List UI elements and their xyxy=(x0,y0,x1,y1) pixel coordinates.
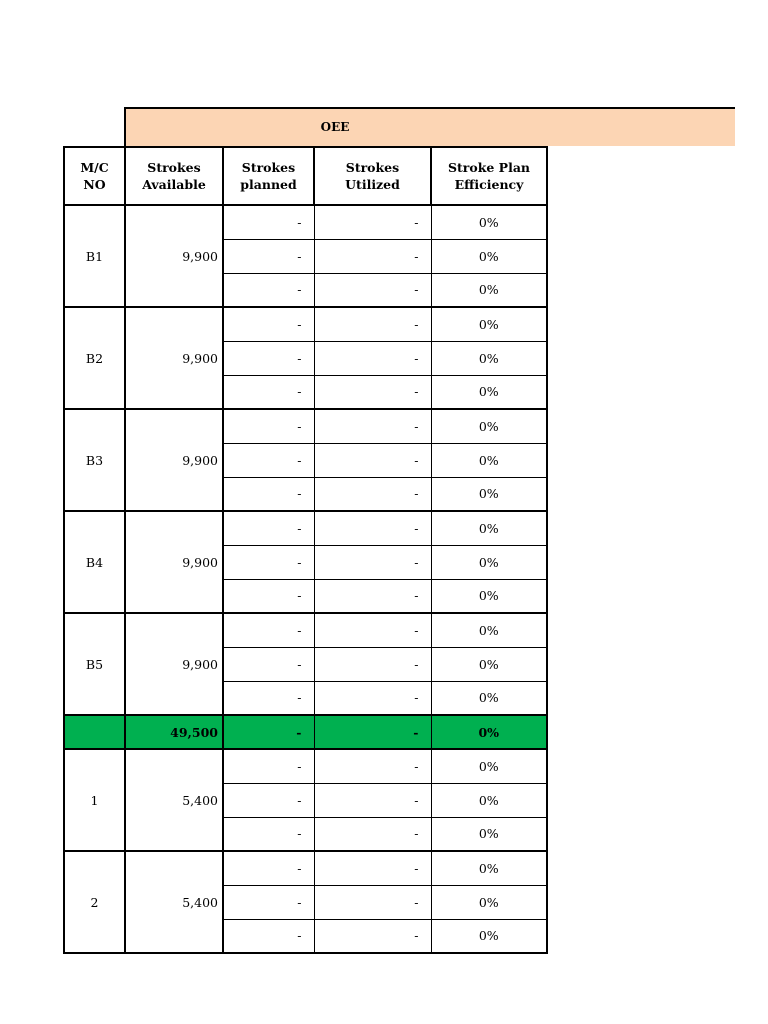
total-strokes-available: 49,500 xyxy=(125,715,223,749)
strokes-available-cell: 9,900 xyxy=(125,613,223,715)
strokes-planned-cell: - xyxy=(223,647,314,681)
strokes-utilized-cell: - xyxy=(314,885,431,919)
col-header-strokes-utilized: Strokes Utilized xyxy=(314,147,431,205)
strokes-utilized-cell: - xyxy=(314,239,431,273)
oee-table xyxy=(63,146,548,954)
machine-number-cell: B3 xyxy=(64,409,125,511)
stroke-plan-efficiency-cell: 0% xyxy=(431,409,547,443)
strokes-utilized-cell: - xyxy=(314,477,431,511)
stroke-plan-efficiency-cell: 0% xyxy=(431,511,547,545)
strokes-available-cell: 9,900 xyxy=(125,205,223,307)
col-header-strokes-available: Strokes Available xyxy=(125,147,223,205)
stroke-plan-efficiency-cell: 0% xyxy=(431,885,547,919)
table-row xyxy=(64,511,547,545)
strokes-planned-cell: - xyxy=(223,783,314,817)
strokes-utilized-cell: - xyxy=(314,783,431,817)
total-strokes-utilized: - xyxy=(314,715,431,749)
header-row xyxy=(64,147,547,205)
stroke-plan-efficiency-cell: 0% xyxy=(431,341,547,375)
strokes-planned-cell: - xyxy=(223,307,314,341)
strokes-utilized-cell: - xyxy=(314,341,431,375)
stroke-plan-efficiency-cell: 0% xyxy=(431,205,547,239)
machine-number-cell: 2 xyxy=(64,851,125,953)
strokes-utilized-cell: - xyxy=(314,647,431,681)
strokes-available-cell: 5,400 xyxy=(125,851,223,953)
stroke-plan-efficiency-cell: 0% xyxy=(431,647,547,681)
machine-number-cell: 1 xyxy=(64,749,125,851)
strokes-planned-cell: - xyxy=(223,341,314,375)
strokes-planned-cell: - xyxy=(223,681,314,715)
stroke-plan-efficiency-cell: 0% xyxy=(431,375,547,409)
strokes-available-cell: 9,900 xyxy=(125,409,223,511)
strokes-utilized-cell: - xyxy=(314,613,431,647)
strokes-planned-cell: - xyxy=(223,919,314,953)
strokes-planned-cell: - xyxy=(223,817,314,851)
stroke-plan-efficiency-cell: 0% xyxy=(431,817,547,851)
stroke-plan-efficiency-cell: 0% xyxy=(431,919,547,953)
machine-number-cell: B5 xyxy=(64,613,125,715)
strokes-utilized-cell: - xyxy=(314,375,431,409)
strokes-planned-cell: - xyxy=(223,851,314,885)
table-row xyxy=(64,409,547,443)
strokes-utilized-cell: - xyxy=(314,307,431,341)
strokes-utilized-cell: - xyxy=(314,681,431,715)
strokes-utilized-cell: - xyxy=(314,409,431,443)
strokes-utilized-cell: - xyxy=(314,273,431,307)
stroke-plan-efficiency-cell: 0% xyxy=(431,273,547,307)
table-row xyxy=(64,851,547,885)
total-stroke-plan-efficiency: 0% xyxy=(431,715,547,749)
stroke-plan-efficiency-cell: 0% xyxy=(431,749,547,783)
strokes-planned-cell: - xyxy=(223,749,314,783)
stroke-plan-efficiency-cell: 0% xyxy=(431,851,547,885)
strokes-planned-cell: - xyxy=(223,511,314,545)
strokes-planned-cell: - xyxy=(223,477,314,511)
strokes-planned-cell: - xyxy=(223,273,314,307)
total-label-cell xyxy=(64,715,125,749)
stroke-plan-efficiency-cell: 0% xyxy=(431,239,547,273)
strokes-utilized-cell: - xyxy=(314,511,431,545)
strokes-utilized-cell: - xyxy=(314,579,431,613)
stroke-plan-efficiency-cell: 0% xyxy=(431,681,547,715)
strokes-available-cell: 9,900 xyxy=(125,307,223,409)
machine-number-cell: B2 xyxy=(64,307,125,409)
total-strokes-planned: - xyxy=(223,715,314,749)
strokes-available-cell: 9,900 xyxy=(125,511,223,613)
strokes-utilized-cell: - xyxy=(314,749,431,783)
machine-number-cell: B4 xyxy=(64,511,125,613)
stroke-plan-efficiency-cell: 0% xyxy=(431,477,547,511)
oee-title: OEE xyxy=(320,119,350,134)
col-header-mc-no: M/C NO xyxy=(64,147,125,205)
table-row xyxy=(64,613,547,647)
strokes-planned-cell: - xyxy=(223,613,314,647)
stroke-plan-efficiency-cell: 0% xyxy=(431,783,547,817)
table-row xyxy=(64,307,547,341)
col-header-strokes-planned: Strokes planned xyxy=(223,147,314,205)
strokes-utilized-cell: - xyxy=(314,817,431,851)
stroke-plan-efficiency-cell: 0% xyxy=(431,545,547,579)
strokes-planned-cell: - xyxy=(223,375,314,409)
stroke-plan-efficiency-cell: 0% xyxy=(431,613,547,647)
strokes-planned-cell: - xyxy=(223,579,314,613)
stroke-plan-efficiency-cell: 0% xyxy=(431,443,547,477)
stroke-plan-efficiency-cell: 0% xyxy=(431,579,547,613)
strokes-planned-cell: - xyxy=(223,409,314,443)
strokes-available-cell: 5,400 xyxy=(125,749,223,851)
total-row xyxy=(64,715,547,749)
strokes-planned-cell: - xyxy=(223,239,314,273)
strokes-utilized-cell: - xyxy=(314,851,431,885)
table-row xyxy=(64,205,547,239)
strokes-planned-cell: - xyxy=(223,443,314,477)
machine-number-cell: B1 xyxy=(64,205,125,307)
stroke-plan-efficiency-cell: 0% xyxy=(431,307,547,341)
col-header-stroke-plan-efficiency: Stroke Plan Efficiency xyxy=(431,147,547,205)
strokes-utilized-cell: - xyxy=(314,545,431,579)
strokes-planned-cell: - xyxy=(223,545,314,579)
table-row xyxy=(64,749,547,783)
strokes-utilized-cell: - xyxy=(314,919,431,953)
strokes-planned-cell: - xyxy=(223,885,314,919)
strokes-utilized-cell: - xyxy=(314,443,431,477)
strokes-planned-cell: - xyxy=(223,205,314,239)
strokes-utilized-cell: - xyxy=(314,205,431,239)
